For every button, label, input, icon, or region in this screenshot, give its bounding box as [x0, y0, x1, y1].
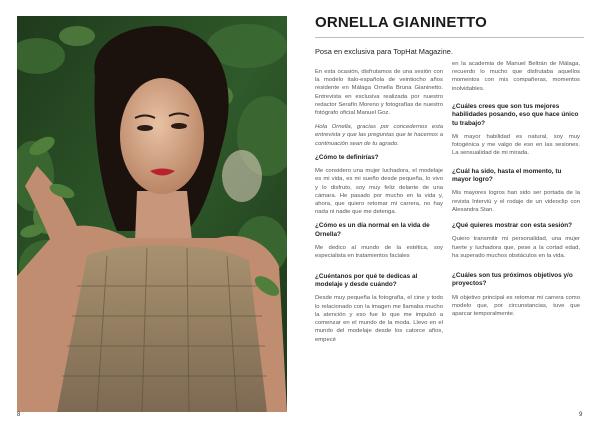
answer-paragraph: Mi objetivo principal es retomar mi carrera como modelo que, por circunstancias, tuve que aparcar temporalmente.	[452, 294, 580, 318]
title-divider	[315, 37, 584, 38]
question-heading: ¿Cómo es un día normal en la vida de Ornella?	[315, 222, 430, 238]
question-heading: ¿Cuál ha sido, hasta el momento, tu mayor logro?	[452, 167, 562, 184]
portrait-photo-icon	[17, 16, 287, 412]
question-heading: ¿Cuáles crees que son tus mejores habilidades posando, eso que hace único tu trabajo?	[452, 102, 579, 127]
answer-paragraph: en la academia de Manuel Beltrán de Málaga, recuerdo lo mucho que disfrutaba aquellos momentos con mis compañeras, momentos inolvidables.	[452, 61, 580, 92]
answer-paragraph: Me dedico al mundo de la estética, soy especialista en tratamientos faciales	[315, 245, 443, 260]
answer-paragraph: Quiero transmitir mi personalidad, una mujer fuerte y luchadora que, pese a la cortad edad, ha superado muchos obstáculos en la vida.	[452, 236, 580, 259]
question-heading: ¿Cómo te definirías?	[315, 153, 379, 161]
intro-paragraph: En esta ocasión, disfrutamos de una sesión con la modelo italo-española de veintiocho años residente en Málaga Ornella Bruna Gianinetto. Entrevista en exclusiva realizada por nuestro redactor Serafín Moreno y fotografías de nuestro fotógrafo oficial Manuel Goz.	[315, 69, 443, 117]
page-number-left: 8	[17, 412, 21, 418]
article-intro: Posa en exclusiva para TopHat Magazine.	[315, 47, 453, 56]
text-column-left	[315, 68, 443, 350]
portrait-photo	[17, 16, 287, 412]
text-column-right	[452, 60, 580, 325]
greeting-paragraph: Hola Ornella, gracias por concedernos esta entrevista y que las preguntas que te hacemos a continuación sean de tu agrado.	[315, 124, 443, 147]
article-title: ORNELLA GIANINETTO	[315, 14, 487, 31]
answer-paragraph: Desde muy pequeña la fotografía, el cine y todo lo relacionado con la imagen me llamaba mucho la atención y eso fue lo que me impulsó a comenzar en el mundo de la moda. Llevo en el mundo del modelaje desde los catorce años, empecé	[315, 295, 443, 343]
page-number-right: 9	[579, 412, 583, 418]
question-heading: ¿Cuéntanos por qué te dedicas al modelaje y desde cuándo?	[315, 272, 418, 289]
answer-paragraph: Mis mayores logros han sido ser portada de la revista Interviú y el rodaje de un videoclip con Alexandra Stan.	[452, 190, 580, 213]
answer-paragraph: Me considero una mujer luchadora, el modelaje es mi vida, es mi sueño desde pequeña, lo vivo y lo disfruto, soy muy feliz delante de una cámara. He pasado por mucho en la vida y, ahora, que quiero retomar mi carrera, no hay nada ni nadie que me detenga.	[315, 168, 443, 216]
question-heading: ¿Qué quieres mostrar con esta sesión?	[452, 222, 573, 230]
answer-paragraph: Mi mayor habilidad es natural, soy muy fotogénica y me valgo de eso en las sesiones. La sensualidad de mi mirada.	[452, 134, 580, 157]
question-heading: ¿Cuáles son tus próximos objetivos y/o proyectos?	[452, 272, 573, 288]
